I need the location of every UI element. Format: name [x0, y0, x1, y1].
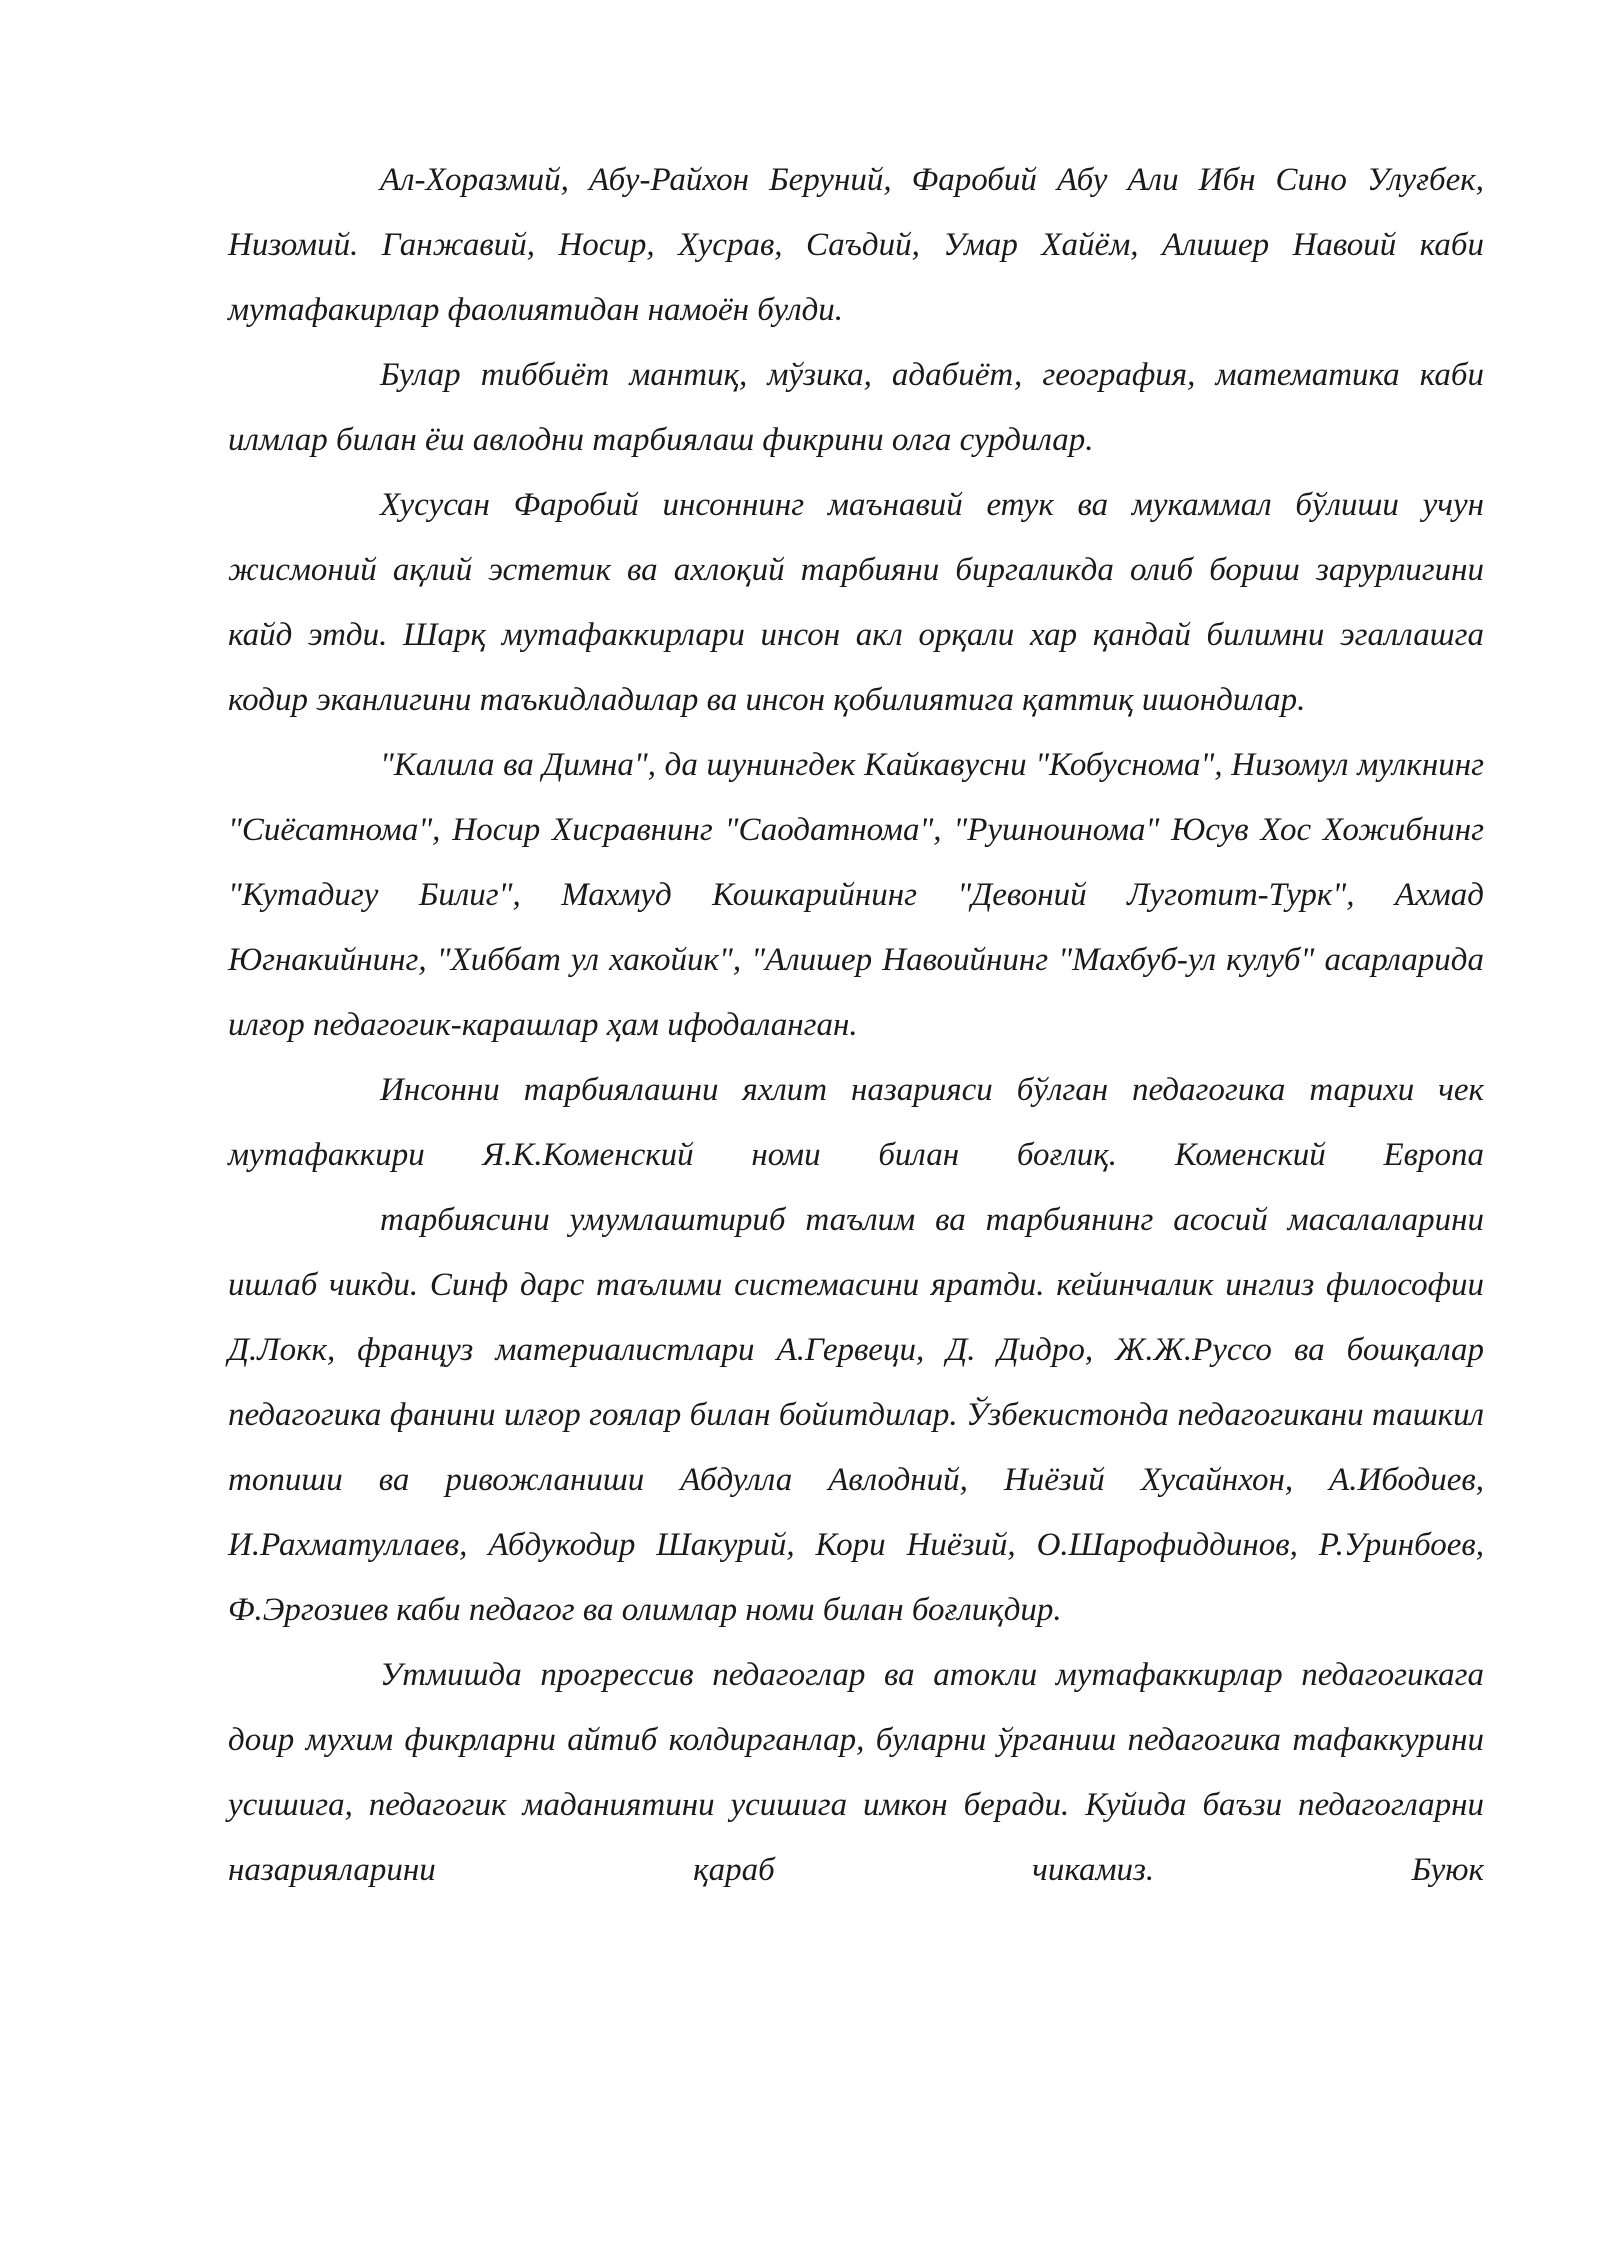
paragraph-comenius: Инсонни тарбиялашни яхлит назарияси бўлган педагогика тарихи чек мутафаккири Я.К.Коменский номи билан боғлиқ. Коменский Европа	[228, 1072, 1484, 1173]
paragraph-progressive-pedagogues: Утмишда прогрессив педагоглар ва атокли мутафаккирлар педагогикага доир мухим фикрларни айтиб колдирганлар, буларни ўрганиш педагогика тафаккурини усишига, педагогик маданиятини усишига имкон беради. Куйида баъзи педагогларни назарияларини қараб чикамиз. Буюк	[228, 1657, 1484, 1888]
document-body	[228, 148, 1484, 1903]
paragraph-literary-works: "Калила ва Димна", да шунингдек Кайкавусни "Кобуснома", Низомул мулкнинг "Сиёсатнома", Носир Хисравнинг "Саодатнома", "Рушноинома" Юсув Хос Хожибнинг "Кутадигу Билиг", Махмуд Кошкарийнинг "Девоний Луготит-Турк", Ахмад Югнакийнинг, "Хиббат ул хакойик", "Алишер Навоийнинг "Махбуб-ул кулуб" асарларида илғор педагогик-карашлар ҳам ифодаланган.	[228, 747, 1484, 1043]
paragraph-uzbek-pedagogy: тарбиясини умумлаштириб таълим ва тарбиянинг асосий масалаларини ишлаб чикди. Синф дарс таълими системасини яратди. кейинчалик инглиз философии Д.Локк, француз материалистлари А.Гервеци, Д. Дидро, Ж.Ж.Руссо ва бошқалар педагогика фанини илғор гоялар билан бойитдилар. Ўзбекистонда педагогикани ташкил топиши ва ривожланиши Абдулла Авлодний, Ниёзий Хусайнхон, А.Ибодиев, И.Рахматуллаев, Абдукодир Шакурий, Кори Ниёзий, О.Шарофиддинов, Р.Уринбоев, Ф.Эргозиев каби педагог ва олимлар номи билан боғлиқдир.	[228, 1202, 1484, 1628]
paragraph-sciences: Булар тиббиёт мантиқ, мўзика, адабиёт, география, математика каби илмлар билан ёш авлодни тарбиялаш фикрини олга сурдилар.	[228, 357, 1484, 458]
paragraph-farobi: Хусусан Фаробий инсоннинг маънавий етук ва мукаммал бўлиши учун жисмоний ақлий эстетик ва ахлоқий тарбияни биргаликда олиб бориш зарурлигини кайд этди. Шарқ мутафаккирлари инсон акл орқали хар қандай билимни эгаллашга кодир эканлигини таъкидладилар ва инсон қобилиятига қаттиқ ишондилар.	[228, 487, 1484, 718]
paragraph-thinkers: Ал-Хоразмий, Абу-Райхон Беруний, Фаробий Абу Али Ибн Сино Улуғбек, Низомий. Ганжавий, Носир, Хусрав, Саъдий, Умар Хайём, Алишер Навоий каби мутафакирлар фаолиятидан намоён булди.	[228, 162, 1484, 328]
